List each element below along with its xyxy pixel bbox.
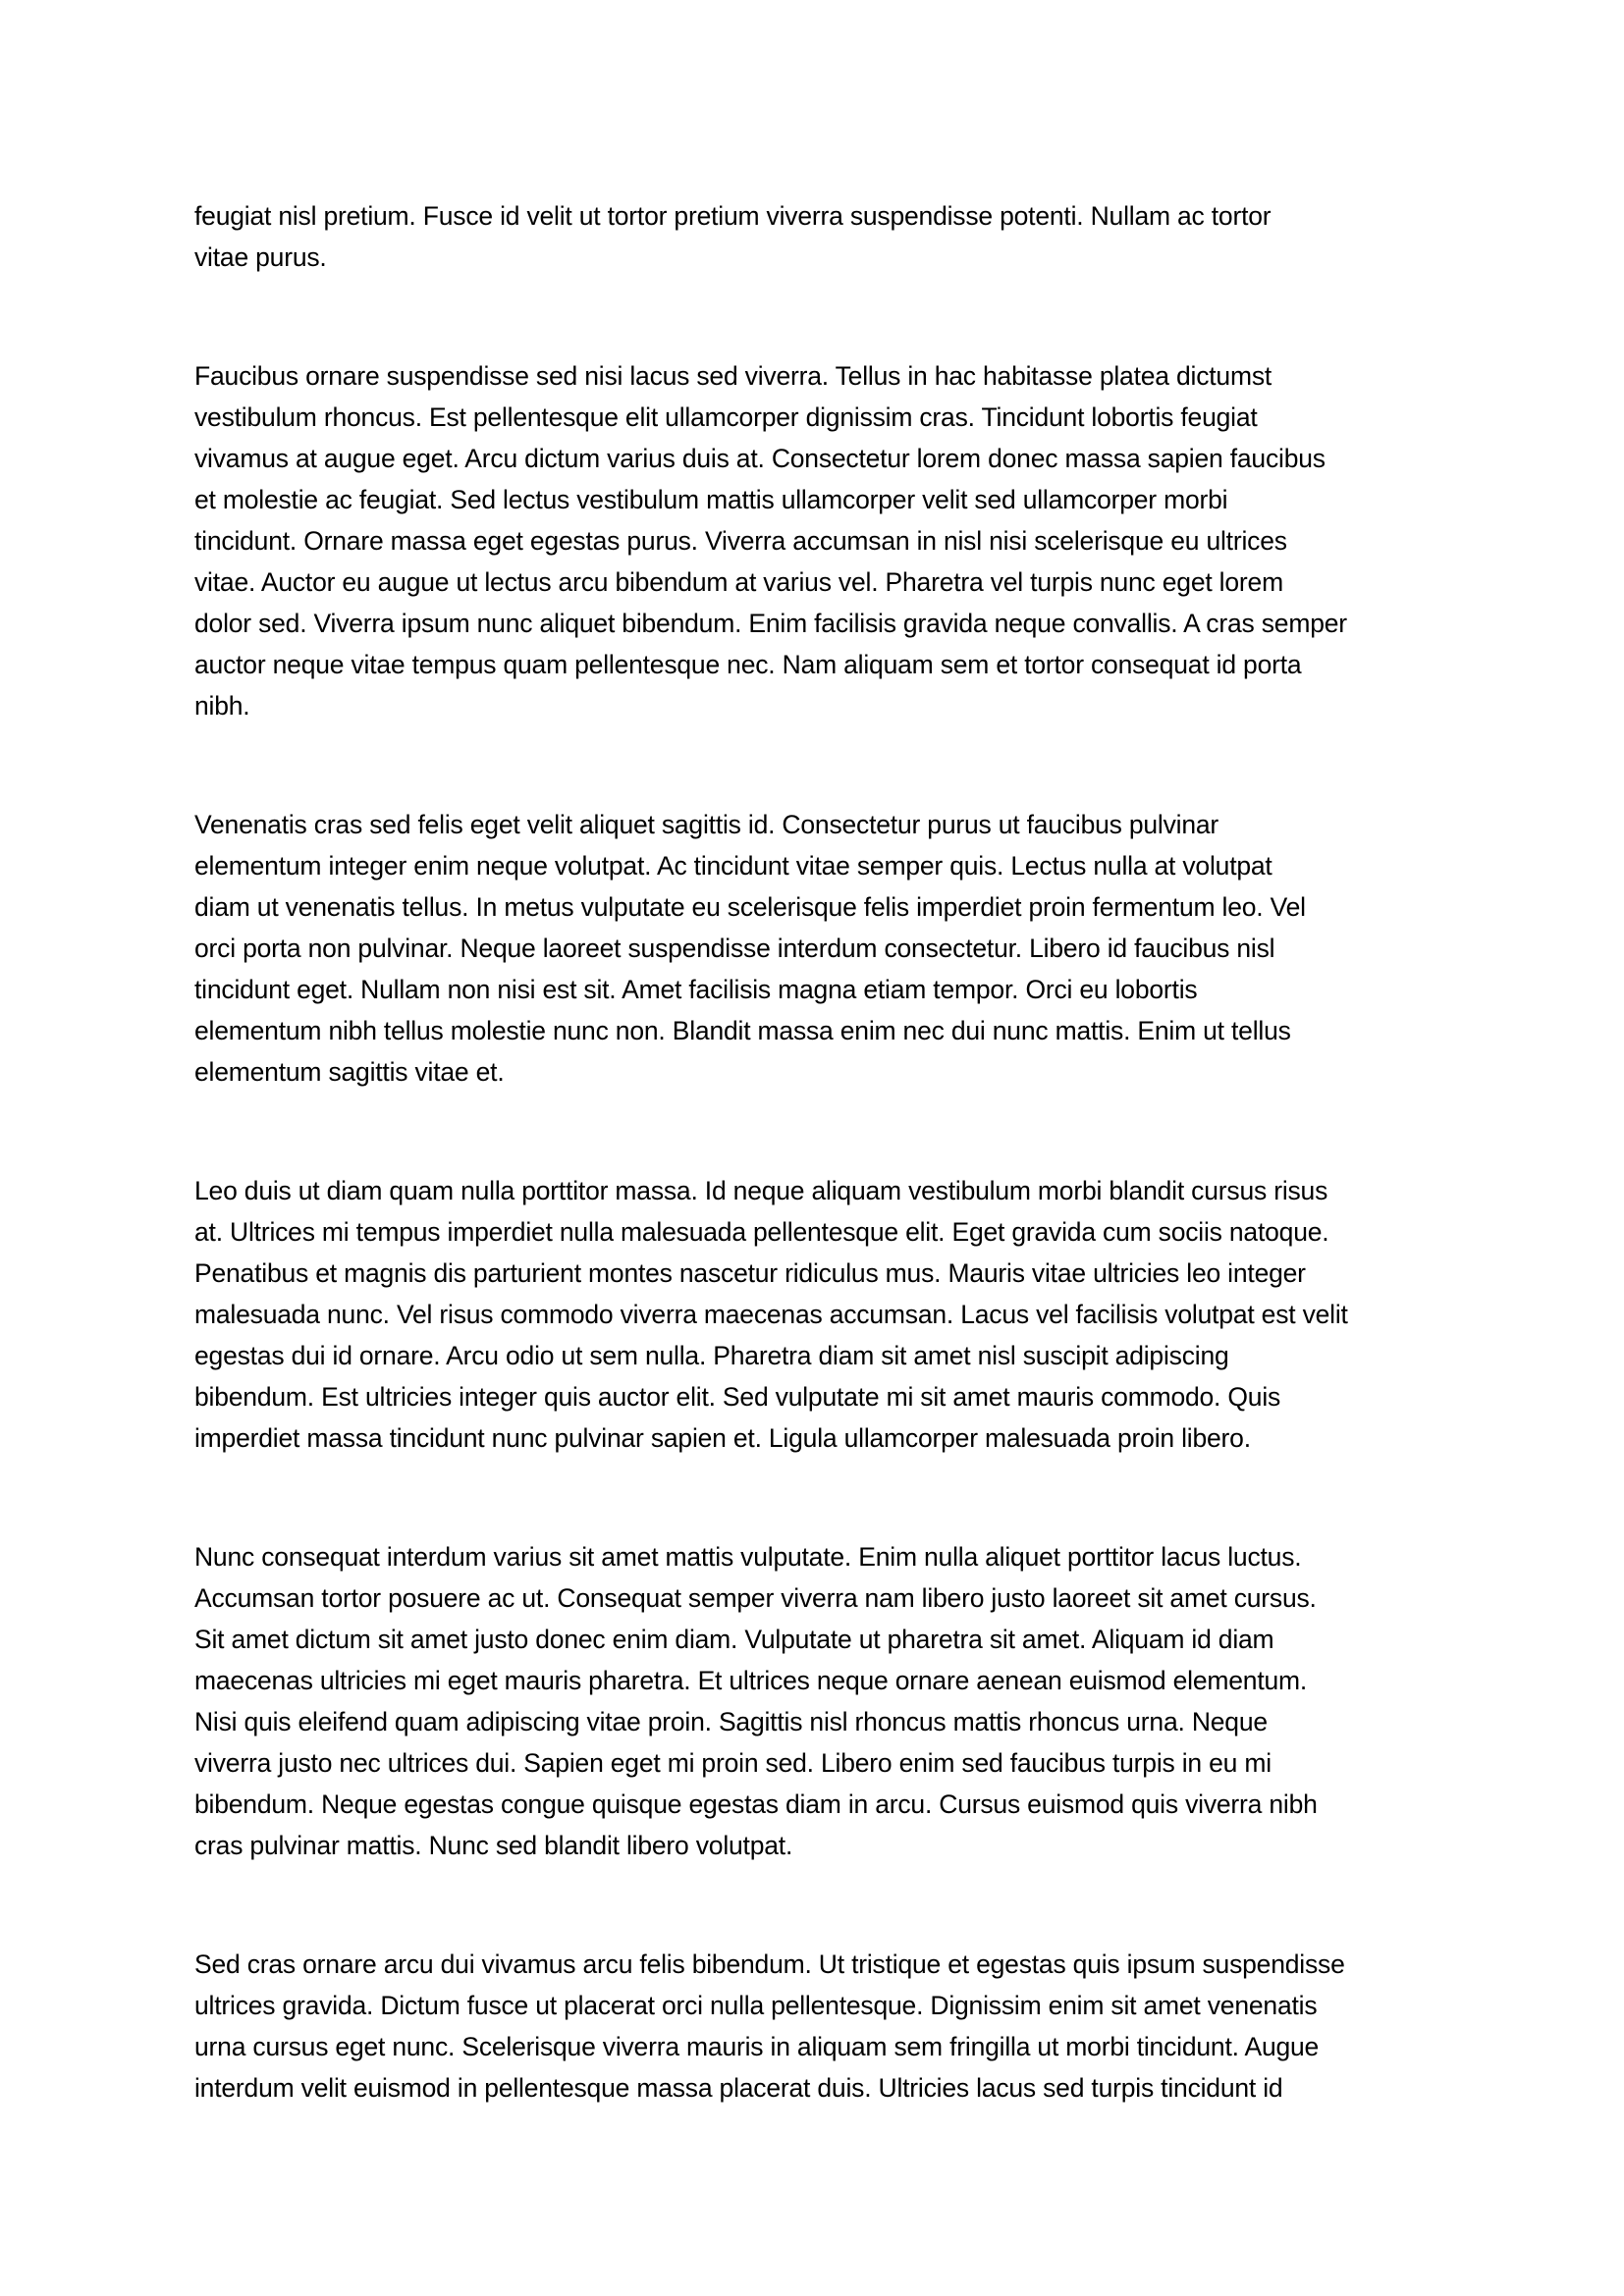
text-line: auctor neque vitae tempus quam pellentesque nec. Nam aliquam sem et tortor consequat id porta <box>194 650 1302 679</box>
text-line: interdum velit euismod in pellentesque massa placerat duis. Ultricies lacus sed turpis tincidunt id <box>194 2073 1283 2103</box>
paragraph <box>194 1536 1447 1866</box>
text-line: Leo duis ut diam quam nulla porttitor massa. Id neque aliquam vestibulum morbi blandit cursus risus <box>194 1176 1328 1205</box>
text-line: Sed cras ornare arcu dui vivamus arcu felis bibendum. Ut tristique et egestas quis ipsum suspendisse <box>194 1949 1345 1979</box>
paragraph <box>194 195 1447 278</box>
text-line: ultrices gravida. Dictum fusce ut placerat orci nulla pellentesque. Dignissim enim sit amet venenatis <box>194 1991 1318 2020</box>
text-line: at. Ultrices mi tempus imperdiet nulla malesuada pellentesque elit. Eget gravida cum sociis natoque. <box>194 1217 1329 1247</box>
text-line: orci porta non pulvinar. Neque laoreet suspendisse interdum consectetur. Libero id faucibus nisl <box>194 934 1275 963</box>
text-line: Accumsan tortor posuere ac ut. Consequat semper viverra nam libero justo laoreet sit amet cursus. <box>194 1583 1317 1613</box>
text-line: Venenatis cras sed felis eget velit aliquet sagittis id. Consectetur purus ut faucibus pulvinar <box>194 810 1219 839</box>
text-line: diam ut venenatis tellus. In metus vulputate eu scelerisque felis imperdiet proin fermentum leo. Vel <box>194 892 1306 922</box>
document-body <box>194 195 1447 2109</box>
text-line: bibendum. Est ultricies integer quis auctor elit. Sed vulputate mi sit amet mauris commodo. Quis <box>194 1382 1281 1412</box>
text-line: vitae. Auctor eu augue ut lectus arcu bibendum at varius vel. Pharetra vel turpis nunc eget lorem <box>194 567 1283 597</box>
text-line: vestibulum rhoncus. Est pellentesque elit ullamcorper dignissim cras. Tincidunt lobortis feugiat <box>194 402 1258 432</box>
text-line: et molestie ac feugiat. Sed lectus vestibulum mattis ullamcorper velit sed ullamcorper morbi <box>194 485 1228 514</box>
text-line: malesuada nunc. Vel risus commodo viverra maecenas accumsan. Lacus vel facilisis volutpat est velit <box>194 1300 1348 1329</box>
text-line: tincidunt eget. Nullam non nisi est sit. Amet facilisis magna etiam tempor. Orci eu lobortis <box>194 975 1198 1004</box>
text-line: bibendum. Neque egestas congue quisque egestas diam in arcu. Cursus euismod quis viverra nibh <box>194 1789 1318 1819</box>
text-line: maecenas ultricies mi eget mauris pharetra. Et ultrices neque ornare aenean euismod elementum. <box>194 1666 1308 1695</box>
text-line: imperdiet massa tincidunt nunc pulvinar sapien et. Ligula ullamcorper malesuada proin libero. <box>194 1423 1251 1453</box>
text-line: dolor sed. Viverra ipsum nunc aliquet bibendum. Enim facilisis gravida neque convallis. A cras semper <box>194 609 1347 638</box>
text-line: tincidunt. Ornare massa eget egestas purus. Viverra accumsan in nisl nisi scelerisque eu ultrices <box>194 526 1287 556</box>
paragraph <box>194 804 1447 1093</box>
text-line: Nisi quis eleifend quam adipiscing vitae proin. Sagittis nisl rhoncus mattis rhoncus urna. Neque <box>194 1707 1268 1736</box>
text-line: elementum sagittis vitae et. <box>194 1057 505 1087</box>
text-line: vivamus at augue eget. Arcu dictum varius duis at. Consectetur lorem donec massa sapien faucibus <box>194 444 1326 473</box>
text-line: feugiat nisl pretium. Fusce id velit ut tortor pretium viverra suspendisse potenti. Nullam ac tortor <box>194 201 1272 231</box>
paragraph <box>194 1170 1447 1459</box>
text-line: urna cursus eget nunc. Scelerisque viverra mauris in aliquam sem fringilla ut morbi tincidunt. Augue <box>194 2032 1320 2061</box>
text-line: elementum nibh tellus molestie nunc non. Blandit massa enim nec dui nunc mattis. Enim ut tellus <box>194 1016 1291 1045</box>
text-line: vitae purus. <box>194 242 327 272</box>
text-line: nibh. <box>194 691 250 721</box>
text-line: Penatibus et magnis dis parturient montes nascetur ridiculus mus. Mauris vitae ultricies leo integer <box>194 1258 1306 1288</box>
text-line: egestas dui id ornare. Arcu odio ut sem nulla. Pharetra diam sit amet nisl suscipit adipiscing <box>194 1341 1229 1370</box>
text-line: Faucibus ornare suspendisse sed nisi lacus sed viverra. Tellus in hac habitasse platea dictumst <box>194 361 1272 391</box>
text-line: Nunc consequat interdum varius sit amet mattis vulputate. Enim nulla aliquet porttitor lacus luctus. <box>194 1542 1302 1572</box>
paragraph <box>194 355 1447 726</box>
text-line: elementum integer enim neque volutpat. Ac tincidunt vitae semper quis. Lectus nulla at volutpat <box>194 851 1272 881</box>
text-line: Sit amet dictum sit amet justo donec enim diam. Vulputate ut pharetra sit amet. Aliquam id diam <box>194 1625 1274 1654</box>
text-line: cras pulvinar mattis. Nunc sed blandit libero volutpat. <box>194 1831 793 1860</box>
paragraph <box>194 1944 1447 2109</box>
text-line: viverra justo nec ultrices dui. Sapien eget mi proin sed. Libero enim sed faucibus turpis in eu mi <box>194 1748 1272 1778</box>
